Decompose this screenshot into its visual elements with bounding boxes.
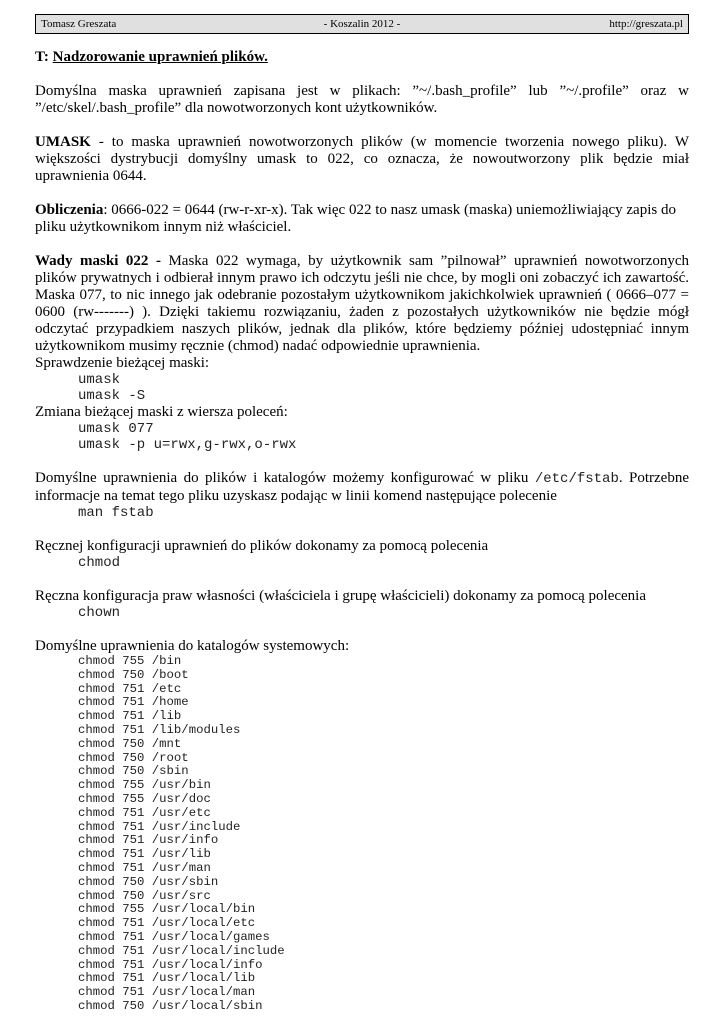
chmod-line: chmod 750 /sbin xyxy=(78,764,189,779)
title-prefix: T: xyxy=(35,49,53,65)
page-header xyxy=(35,14,689,34)
chmod-line: chmod 751 /usr/include xyxy=(78,819,241,834)
chmod-line: chmod 755 /bin xyxy=(78,654,182,668)
drawbacks-text: Maska 022 wymaga, by użytkownik sam ”pilnował” uprawnień nowotworzonych plików prywatnych i odbierał innym prawo ich odczytu jeśli nie chce, by mogli oni zobaczyć ich zawartość. Maska 077, to nic innego jak odebranie pozostałym użytkownikom jakichkolwiek uprawnień ( 0666–077 = 0600 (rw-------) ). Dzięki takiemu rozwiązaniu, żaden z pozostałych użytkowników nie będzie mógł odczytać przypadkiem naszych plików, jednak dla plików, które będziemy później udostępniać innym użytkownikom musimy ręcznie (chmod) nadać odpowiednie uprawnienia. xyxy=(35,253,689,354)
chown-label: Ręczna konfiguracja praw własności (właściciela i grupę właścicieli) dokonamy za pomocą polecenia xyxy=(35,588,646,604)
chmod-line: chmod 751 /usr/local/lib xyxy=(78,971,256,986)
drawbacks-term: Wady maski 022 - xyxy=(35,253,161,269)
chmod-line: chmod 750 /usr/src xyxy=(78,888,211,903)
chmod-line: chmod 751 /lib xyxy=(78,709,182,724)
paragraph-calculation xyxy=(35,202,689,236)
code-umask-077: umask 077 xyxy=(78,421,154,437)
fstab-file: /etc/fstab xyxy=(534,471,619,487)
chmod-line: chmod 755 /usr/doc xyxy=(78,791,211,806)
fstab-before: Domyślne uprawnienia do plików i katalogów możemy konfigurować w pliku xyxy=(35,470,535,486)
paragraph-drawbacks xyxy=(35,253,689,355)
defaults-list xyxy=(35,655,689,1014)
chmod-line: chmod 751 /usr/local/include xyxy=(78,943,285,958)
header-url: http://greszata.pl xyxy=(609,18,683,30)
chmod-line: chmod 751 /usr/local/games xyxy=(78,929,270,944)
defaults-label: Domyślne uprawnienia do katalogów systemowych: xyxy=(35,638,350,654)
chmod-line: chmod 750 /mnt xyxy=(78,736,182,751)
calculation-term: Obliczenia xyxy=(35,202,104,218)
chmod-label: Ręcznej konfiguracji uprawnień do plików dokonamy za pomocą polecenia xyxy=(35,538,489,554)
title-text: Nadzorowanie uprawnień plików. xyxy=(52,49,268,65)
chmod-line: chmod 751 /usr/local/etc xyxy=(78,916,256,931)
change-mask-label: Zmiana bieżącej maski z wiersza poleceń: xyxy=(35,404,288,420)
chmod-line: chmod 755 /usr/bin xyxy=(78,778,211,793)
chmod-line: chmod 751 /etc xyxy=(78,681,182,696)
code-man-fstab: man fstab xyxy=(78,505,154,521)
paragraph-fstab xyxy=(35,470,689,505)
code-umask-s: umask -S xyxy=(78,388,146,404)
code-chown: chown xyxy=(78,605,121,621)
code-umask: umask xyxy=(78,372,121,388)
fstab-after: . Potrzebne informacje na temat tego pliku uzyskasz podając w linii komend następujące polecenie xyxy=(35,470,689,504)
paragraph-mask-files: Domyślna maska uprawnień zapisana jest w plikach: ”~/.bash_profile” lub ”~/.profile” oraz w ”/etc/skel/.bash_profile” dla nowotworzonych kont użytkowników. xyxy=(35,83,689,116)
chmod-line: chmod 755 /usr/local/bin xyxy=(78,902,256,917)
chmod-line: chmod 750 /root xyxy=(78,750,189,765)
chmod-line: chmod 750 /usr/local/sbin xyxy=(78,998,263,1013)
chmod-line: chmod 751 /usr/local/info xyxy=(78,957,263,972)
code-chmod: chmod xyxy=(78,555,121,571)
chmod-line: chmod 751 /home xyxy=(78,695,189,710)
header-center: - Koszalin 2012 - xyxy=(323,18,401,30)
chmod-line: chmod 750 /boot xyxy=(78,667,189,682)
chmod-line: chmod 751 /lib/modules xyxy=(78,722,241,737)
chmod-line: chmod 751 /usr/local/man xyxy=(78,985,256,1000)
umask-text: - to maska uprawnień nowotworzonych plików (w momencie tworzenia nowego pliku). W większości dystrybucji domyślny umask to 022, co oznacza, że nowoutworzony plik będzie miał uprawnienia 0644. xyxy=(35,134,689,184)
header-author: Tomasz Greszata xyxy=(41,18,117,30)
paragraph-umask xyxy=(35,134,689,185)
document-page xyxy=(35,14,689,1014)
check-mask-label: Sprawdzenie bieżącej maski: xyxy=(35,355,210,371)
page-title xyxy=(35,48,689,66)
umask-term: UMASK xyxy=(35,134,91,150)
code-umask-p: umask -p u=rwx,g-rwx,o-rwx xyxy=(78,437,297,453)
chmod-line: chmod 751 /usr/etc xyxy=(78,805,211,820)
calculation-text: : 0666-022 = 0644 (rw-r-xr-x). Tak więc 022 to nasz umask (maska) uniemożliwiający zapis do pliku użytkownikom innym niż właściciel. xyxy=(35,202,676,235)
chmod-line: chmod 751 /usr/man xyxy=(78,860,211,875)
chmod-line: chmod 751 /usr/info xyxy=(78,833,219,848)
chmod-line: chmod 750 /usr/sbin xyxy=(78,874,219,889)
chmod-line: chmod 751 /usr/lib xyxy=(78,847,211,862)
